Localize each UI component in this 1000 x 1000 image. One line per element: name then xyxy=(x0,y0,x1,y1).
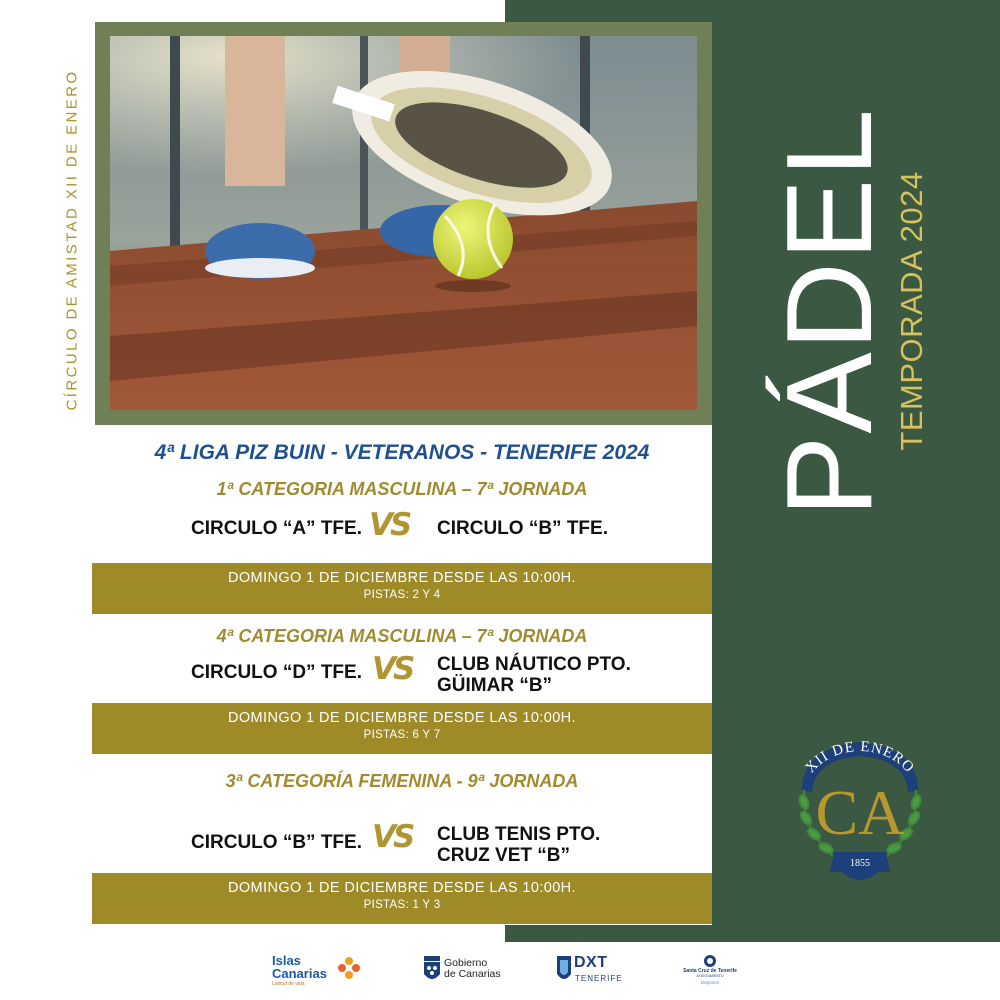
match-1-schedule-band xyxy=(92,563,712,614)
match-3-away-line2: CRUZ VET “B” xyxy=(437,845,570,866)
emblem-ribbon-text: XII DE ENERO xyxy=(802,738,918,777)
match-2-vs: VS xyxy=(372,651,413,687)
match-2-category: 4ª CATEGORIA MASCULINA – 7ª JORNADA xyxy=(216,626,588,646)
match-3-courts: PISTAS: 1 Y 3 xyxy=(363,899,441,911)
match-3-away-team xyxy=(437,824,697,866)
sponsors-footer xyxy=(0,942,1000,1000)
match-1-date: DOMINGO 1 DE DICIEMBRE DESDE LAS 10:00H. xyxy=(228,570,576,586)
tenerife-shield-icon xyxy=(556,954,572,984)
match-2-away-team xyxy=(437,654,697,696)
match-1-category: 1ª CATEGORIA MASCULINA – 7ª JORNADA xyxy=(216,479,588,499)
santa-cruz-deportes-logo: Santa Cruz de Tenerife AYUNTAMIENTO Deportes xyxy=(675,954,745,985)
match-2-home-team: CIRCULO “D” TFE. xyxy=(191,662,362,683)
match-1-away-team: CIRCULO “B” TFE. xyxy=(437,518,608,539)
match-2-away-line2: GÜIMAR “B” xyxy=(437,675,553,696)
match-3-away-line1: CLUB TENIS PTO. xyxy=(437,824,601,845)
match-1-home-team: CIRCULO “A” TFE. xyxy=(191,518,362,539)
islas-flower-icon xyxy=(337,956,361,980)
match-2-courts: PISTAS: 6 Y 7 xyxy=(363,729,441,741)
match-2-date: DOMINGO 1 DE DICIEMBRE DESDE LAS 10:00H. xyxy=(228,710,576,726)
match-3-vs: VS xyxy=(372,819,413,855)
match-1-courts: PISTAS: 2 Y 4 xyxy=(363,589,441,601)
club-emblem xyxy=(790,730,930,890)
dxt-tenerife-logo: DXT TENERIFE xyxy=(556,954,572,989)
match-1-vs: VS xyxy=(369,507,410,543)
match-3-home-team: CIRCULO “B” TFE. xyxy=(191,832,362,853)
santa-cruz-crest-icon xyxy=(703,954,717,968)
league-title: 4ª LIGA PIZ BUIN - VETERANOS - TENERIFE 2024 xyxy=(154,441,650,464)
match-3-category: 3ª CATEGORÍA FEMENINA - 9ª JORNADA xyxy=(225,771,579,791)
emblem-monogram: CA xyxy=(815,777,905,848)
gobierno-shield-icon xyxy=(422,954,442,984)
match-2-away-line1: CLUB NÁUTICO PTO. xyxy=(437,654,631,675)
match-3-schedule-band xyxy=(92,873,712,924)
match-3-date: DOMINGO 1 DE DICIEMBRE DESDE LAS 10:00H. xyxy=(228,880,576,896)
match-2-schedule-band xyxy=(92,703,712,754)
padel-hero-photo xyxy=(110,36,697,410)
islas-canarias-logo: Islas Canarias Latitud de vida xyxy=(272,954,327,988)
gobierno-canarias-logo: Gobierno de Canarias xyxy=(422,954,442,989)
emblem-year: 1855 xyxy=(850,858,870,869)
